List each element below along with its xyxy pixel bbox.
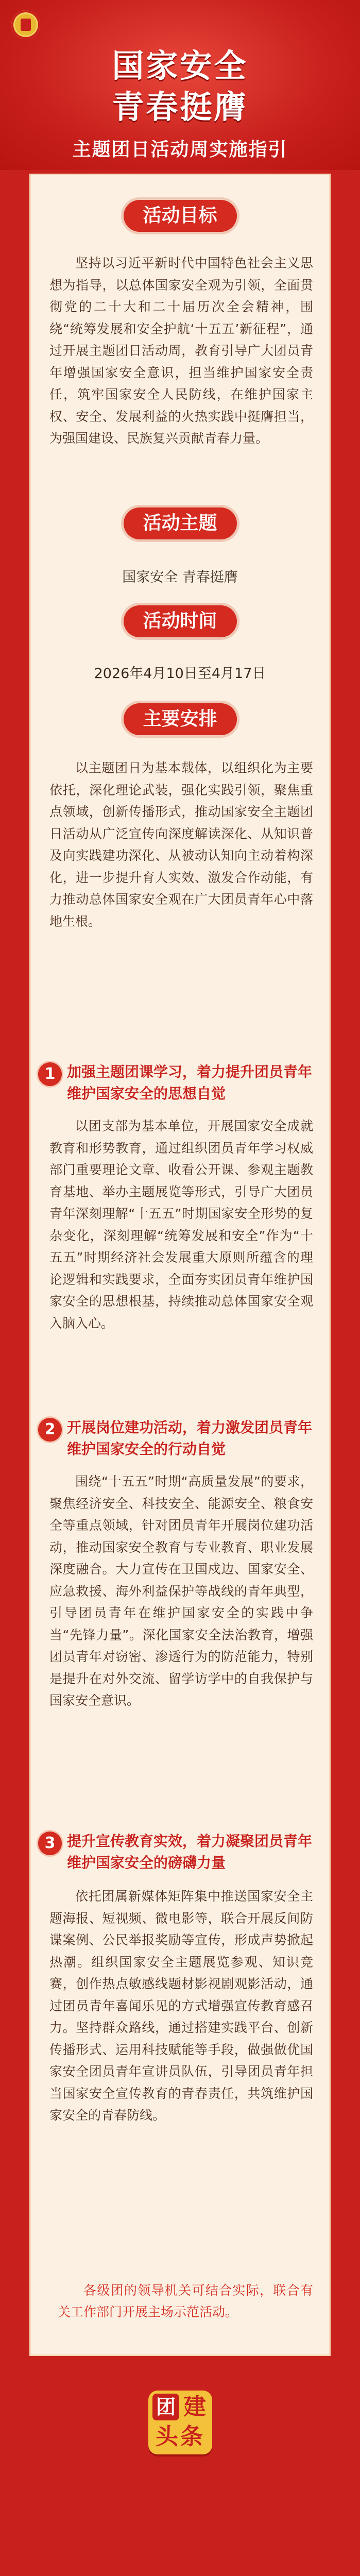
content-card — [31, 175, 329, 2354]
item-text-2: 围绕“十五五”时期“高质量发展”的要求，聚焦经济安全、科技安全、能源安全、粮食安全等重点领域，针对团员青年开展岗位建功活动，推动国家安全教育与专业教育、职业发展深度融合。大力宣传在卫国戍边、国家安全、应急救援、海外利益保护等战线的青年典型，引导团员青年在维护国家安全的实践中争当“先锋力量”。深化国家安全法治教育，增强团员青年对窃密、渗透行为的防范能力，特别是提升在对外交流、留学访学中的自我保护与国家安全意识。 — [49, 1474, 313, 1708]
section-title-goal: 活动目标 — [123, 200, 236, 232]
logo-char-tuan: 团 — [152, 2394, 179, 2420]
page-title-line2: 青春挺膺 — [112, 88, 248, 126]
logo-text-toutiao: 头条 — [156, 2424, 205, 2450]
page-subtitle: 主题团日活动周实施指引 — [72, 139, 288, 160]
time-text: 2026年4月10日至4月17日 — [94, 666, 266, 682]
item-title-1: 加强主题团课学习，着力提升团员青年维护国家安全的思想自觉 — [67, 1063, 313, 1102]
page-title-line1: 国家安全 — [112, 47, 248, 84]
arrangements-intro: 以主题团日为基本载体，以组织化为主要依托，深化理论武装，强化实践引领，聚焦重点领域，创新传播形式，推动国家安全主题团日活动从广泛宣传向深度解读深化、从知识普及向实践建功深化、从被动认知向主动着构深化，进一步提升育人实效、激发合作动能，有力推动总体国家安全观在广大团员青年心中落地生根。 — [49, 760, 313, 929]
section-title-theme: 活动主题 — [123, 507, 236, 539]
closing-note: 各级团的领导机关可结合实际，联合有关工作部门开展主场示范活动。 — [58, 2283, 313, 2319]
tuanjian-toutiao-logo — [148, 2391, 212, 2454]
header-banner — [0, 0, 360, 170]
item-number-2: 2 — [38, 1418, 62, 1442]
logo-char-jian: 建 — [183, 2394, 206, 2420]
item-number-3: 3 — [38, 1832, 62, 1855]
item-text-3: 依托团属新媒体矩阵集中推送国家安全主题海报、短视频、微电影等，联合开展反间防谍案例、公民举报奖励等宣传，形成声势掀起热潮。组织国家安全主题展览参观、知识竞赛，创作热点敏感线题材影视剧观影活动，通过团员青年喜闻乐见的方式增强宣传教育感召力。坚持群众路线，通过搭建实践平台、创新传播形式、运用科技赋能等手段，做强做优国家安全团员青年宣讲员队伍，引导团员青年担当国家安全宣传教育的青春责任，共筑维护国家安全的青春防线。 — [49, 1889, 313, 2123]
item-text-1: 以团支部为基本单位，开展国家安全成就教育和形势教育，通过组织团员青年学习权威部门重要理论文章、收看公开课、参观主题教育基地、举办主题展览等形式，引导广大团员青年深刻理解“十五五”时期国家安全形势的复杂变化，深刻理解“统筹发展和安全”作为“十五五”时期经济社会发展重大原则所蕴含的理论逻辑和实践要求，全面夯实团员青年维护国家安全的思想根基，持续推动总体国家安全观入脑入心。 — [49, 1118, 313, 1331]
youth-league-emblem-icon — [11, 10, 40, 39]
item-title-3: 提升宣传教育实效，着力凝聚团员青年维护国家安全的磅礴力量 — [67, 1833, 313, 1871]
goal-text: 坚持以习近平新时代中国特色社会主义思想为指导，以总体国家安全观为引领，全面贯彻党的二十大和二十届历次全会精神，围绕“统筹发展和安全护航‘十五五’新征程”，通过开展主题团日活动周，教育引导广大团员青年增强国家安全意识，担当维护国家安全责任，筑牢国家安全人民防线，在维护国家主权、安全、发展利益的火热实践中挺膺担当，为强国建设、民族复兴贡献青春力量。 — [49, 256, 313, 446]
section-title-time: 活动时间 — [123, 605, 236, 637]
item-title-2: 开展岗位建功活动，着力激发团员青年维护国家安全的行动自觉 — [67, 1419, 313, 1458]
item-number-1: 1 — [38, 1062, 62, 1086]
section-title-arrangements: 主要安排 — [123, 703, 236, 735]
theme-text: 国家安全 青春挺膺 — [122, 569, 238, 585]
